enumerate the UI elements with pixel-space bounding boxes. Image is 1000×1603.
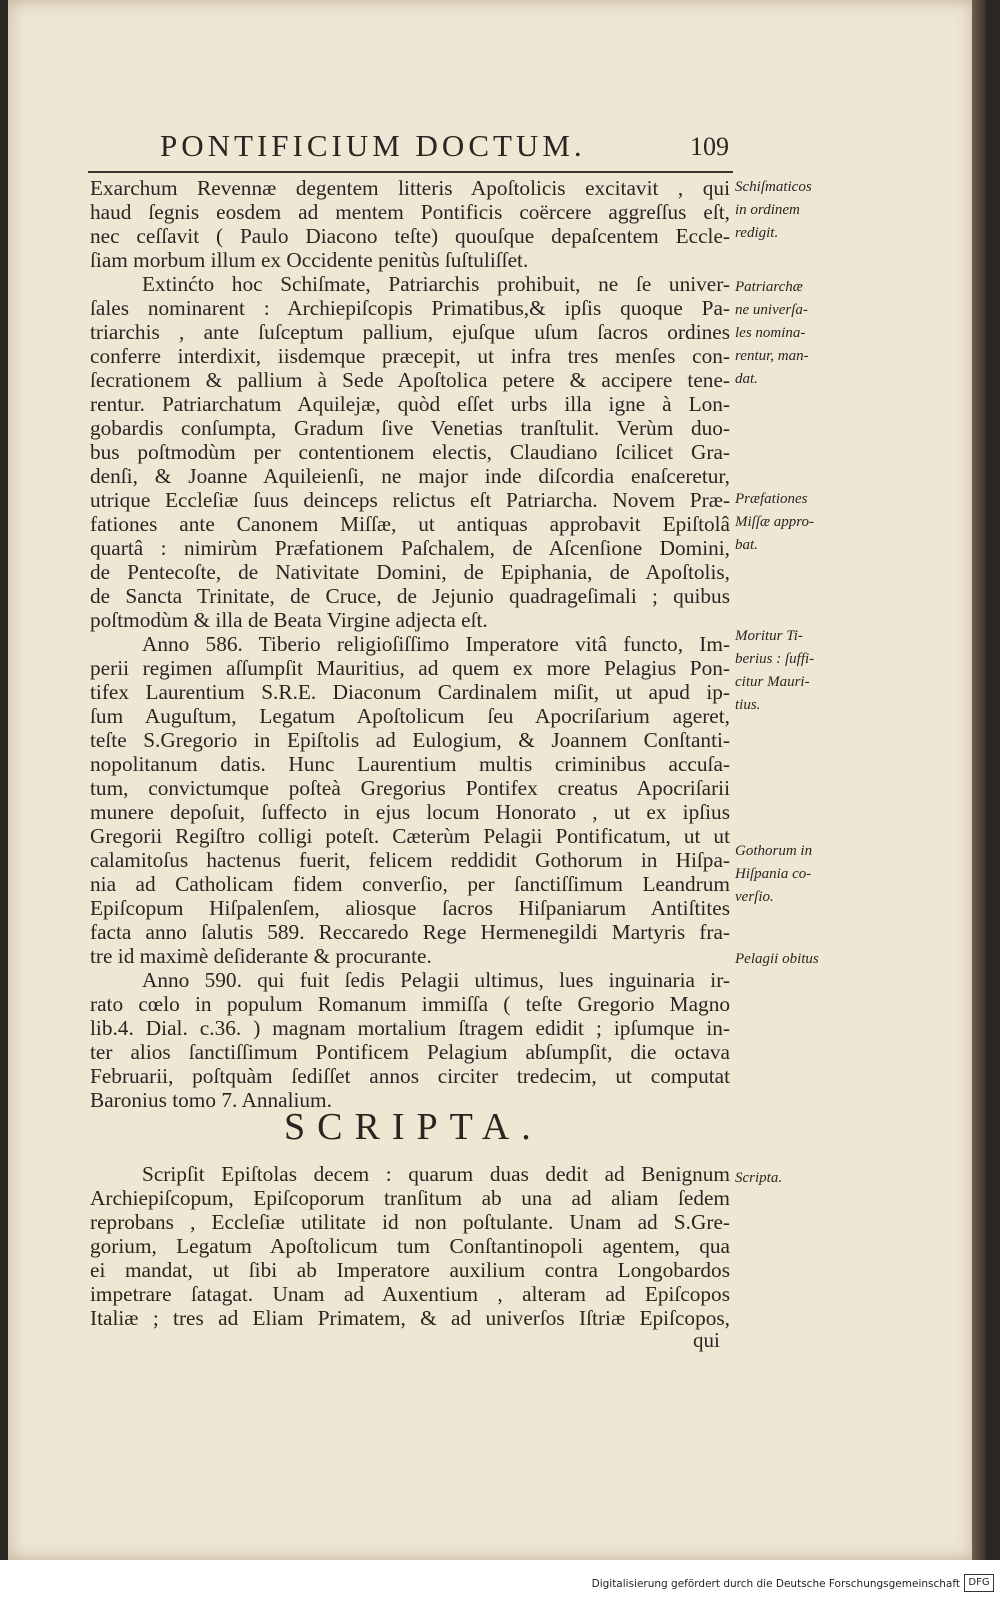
text-line: conferre interdixit, iisdemque præcepit, ut infra tres menſes con- — [90, 344, 730, 368]
text-line: quartâ : nimirùm Præfationem Paſchalem, de Aſcenſione Domini, — [90, 536, 730, 560]
running-title: PONTIFICIUM DOCTUM. — [160, 128, 586, 163]
margin-note-line: Moritur Ti- — [735, 628, 803, 644]
text-line: Scripſit Epiſtolas decem : quarum duas dedit ad Benignum — [142, 1162, 730, 1186]
margin-note-line: Miſſæ appro- — [735, 514, 815, 530]
margin-note-line: ne univerſa- — [735, 302, 808, 318]
text-line: Baronius tomo 7. Annalium. — [90, 1088, 332, 1112]
text-line: triarchis , ante ſuſceptum pallium, ejuſque uſum ſacros ordines — [90, 320, 730, 344]
margin-note-line: Schiſmaticos — [735, 179, 812, 195]
margin-note-praefationes — [735, 488, 835, 557]
margin-note-patriarchae — [735, 276, 835, 391]
text-line: tum, convictumque poſteà Gregorius Pontifex creatus Apocriſarii — [90, 776, 730, 800]
margin-note-schismaticos — [735, 176, 835, 245]
margin-note-line: rentur, man- — [735, 348, 809, 364]
text-line: lib.4. Dial. c.36. ) magnam mortalium ſtragem edidit ; ipſumque in- — [90, 1016, 730, 1040]
text-line: Februarii, poſtquàm ſediſſet annos circiter tredecim, ut computat — [90, 1064, 730, 1088]
text-line: Exarchum Revennæ degentem litteris Apoſtolicis excitavit , qui — [90, 176, 730, 200]
text-line: Italiæ ; tres ad Eliam Primatem, & ad univerſos Iſtriæ Epiſcopos, — [90, 1306, 730, 1330]
text-line: de Pentecoſte, de Nativitate Domini, de Epiphania, de Apoſtolis, — [90, 560, 730, 584]
page-edge-shadow — [972, 0, 986, 1560]
main-text-block-2 — [90, 1162, 730, 1330]
text-line: Anno 590. qui fuit ſedis Pelagii ultimus, lues inguinaria ir- — [142, 968, 730, 992]
text-line: tre id maximè deſiderante & procurante. — [90, 944, 432, 968]
margin-note-line: les nomina- — [735, 325, 806, 341]
text-line: impetrare ſatagat. Unam ad Auxentium , alteram ad Epiſcopos — [90, 1282, 730, 1306]
margin-note-line: Hiſpania co- — [735, 866, 812, 882]
text-line: nec ceſſavit ( Paulo Diacono teſte) quouſque depaſcentem Eccle- — [90, 224, 730, 248]
margin-note-line: bat. — [735, 537, 758, 553]
margin-note-line: verſio. — [735, 889, 774, 905]
text-line: rentur. Patriarchatum Aquilejæ, quòd eſſet urbs illa igne à Lon- — [90, 392, 730, 416]
text-line: perii regimen aſſumpſit Mauritius, ad quem ex more Pelagius Pon- — [90, 656, 730, 680]
text-line: ter alios ſanctiſſimum Pontificem Pelagium abſumpſit, die octava — [90, 1040, 730, 1064]
text-line: gorium, Legatum Apoſtolicum tum Conſtantinopoli agentem, qua — [90, 1234, 730, 1258]
text-line: utrique Eccleſiæ ſuus deinceps relictus eſt Patriarcha. Novem Præ- — [90, 488, 730, 512]
text-line: Gregorii Regiſtro colligi poteſt. Cæterùm Pelagii Pontificatum, ut ut — [90, 824, 730, 848]
margin-note-line: dat. — [735, 371, 758, 387]
header-rule — [88, 171, 733, 173]
margin-note-line: tius. — [735, 697, 761, 713]
margin-note-line: redigit. — [735, 225, 779, 241]
margin-note-line: Patriarchæ — [735, 279, 803, 295]
margin-note-line: citur Mauri- — [735, 674, 810, 690]
section-heading-scripta: SCRIPTA. — [284, 1106, 543, 1148]
footer-credit: Digitalisierung gefördert durch die Deutsche Forschungsgemeinschaft — [591, 1578, 960, 1590]
text-line: denſi, & Joanne Aquileienſi, ne major inde diſcordia enaſceretur, — [90, 464, 730, 488]
margin-note-gothorum — [735, 840, 835, 909]
text-line: ſiam morbum illum ex Occidente penitùs ſuſtuliſſet. — [90, 248, 529, 272]
dfg-logo-icon: DFG — [964, 1574, 994, 1592]
text-line: ſum Auguſtum, Legatum Apoſtolicum ſeu Apocriſarium ageret, — [90, 704, 730, 728]
text-line: nopolitanum datis. Hunc Laurentium multis criminibus accuſa- — [90, 752, 730, 776]
margin-note-scripta — [735, 1167, 835, 1190]
text-line: ſecrationem & pallium à Sede Apoſtolica petere & accipere tene- — [90, 368, 730, 392]
text-line: tifex Laurentium S.R.E. Diaconum Cardinalem miſit, ut apud ip- — [90, 680, 730, 704]
text-line: gobardis conſumpta, Gradum ſive Venetias tranſtulit. Verùm duo- — [90, 416, 730, 440]
text-line: reprobans , Eccleſiæ utilitate id non poſtulante. Unam ad S.Gre- — [90, 1210, 730, 1234]
margin-note-line: Præfationes — [735, 491, 808, 507]
margin-note-pelagii-obitus — [735, 948, 835, 971]
text-line: calamitoſus hactenus fuerit, felicem reddidit Gothorum in Hiſpa- — [90, 848, 730, 872]
text-line: ei mandat, ut ſibi ab Imperatore auxilium contra Longobardos — [90, 1258, 730, 1282]
margin-note-line: Scripta. — [735, 1170, 783, 1186]
text-line: Anno 586. Tiberio religioſiſſimo Imperatore vitâ functo, Im- — [142, 632, 730, 656]
text-line: nia ad Catholicam fidem converſio, per ſanctiſſimum Leandrum — [90, 872, 730, 896]
text-line: bus poſtmodùm per contentionem electis, Claudiano ſcilicet Gra- — [90, 440, 730, 464]
text-line: fationes ante Canonem Miſſæ, ut antiquas approbavit Epiſtolâ — [90, 512, 730, 536]
margin-note-line: in ordinem — [735, 202, 800, 218]
text-line: Extinćto hoc Schiſmate, Patriarchis prohibuit, ne ſe univer- — [142, 272, 730, 296]
catchword: qui — [693, 1328, 720, 1352]
text-line: Epiſcopum Hiſpalenſem, aliosque ſacros Hiſpaniarum Antiſtites — [90, 896, 730, 920]
main-text-block-1 — [90, 176, 730, 1112]
text-line: rato cœlo in populum Romanum immiſſa ( teſte Gregorio Magno — [90, 992, 730, 1016]
margin-note-line: berius : ſuffi- — [735, 651, 815, 667]
text-line: teſte S.Gregorio in Epiſtolis ad Eulogium, & Joannem Conſtanti- — [90, 728, 730, 752]
text-line: munere depoſuit, ſuffecto in ejus locum Honorato , ut ex ipſius — [90, 800, 730, 824]
text-line: poſtmodùm & illa de Beata Virgine adjecta eſt. — [90, 608, 488, 632]
margin-note-line: Pelagii obitus — [735, 951, 819, 967]
text-line: haud ſegnis eosdem ad mentem Pontificis coërcere aggreſſus eſt, — [90, 200, 730, 224]
margin-note-moritur-tiberius — [735, 625, 835, 717]
page-number: 109 — [690, 132, 729, 161]
margin-note-line: Gothorum in — [735, 843, 813, 859]
text-line: de Sancta Trinitate, de Cruce, de Jejunio quadrageſimali ; quibus — [90, 584, 730, 608]
text-line: facta anno ſalutis 589. Reccaredo Rege Hermenegildi Martyris fra- — [90, 920, 730, 944]
text-line: ſales nominarent : Archiepiſcopis Primatibus,& ipſis quoque Pa- — [90, 296, 730, 320]
text-line: Archiepiſcopum, Epiſcoporum tranſitum ab una ad aliam ſedem — [90, 1186, 730, 1210]
